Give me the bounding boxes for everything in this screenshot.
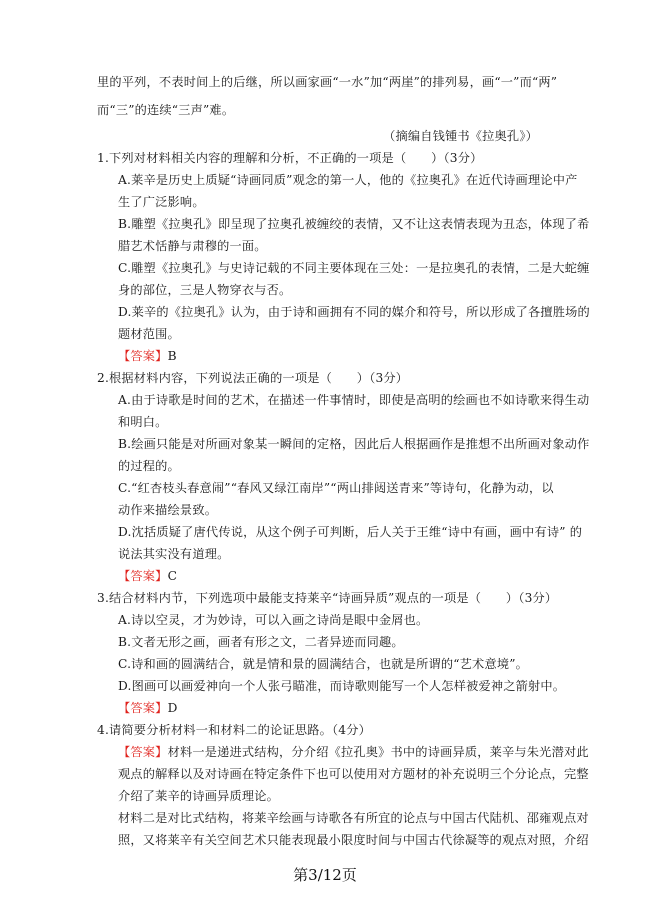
- q2-stem: 2.根据材料内容，下列说法正确的一项是（ ）（3分）: [97, 371, 409, 385]
- q4-answer-line1: [118, 744, 589, 760]
- answer-tag: 【答案】: [118, 569, 168, 583]
- q1-option-d-line1: D.莱辛的《拉奥孔》认为，由于诗和画拥有不同的媒介和符号，所以形成了各擅胜场的: [118, 305, 590, 319]
- q2-option-b-line2: 的过程的。: [118, 459, 180, 473]
- q4-answer-line5: 照，又将莱辛有关空间艺术只能表现最小限度时间与中国古代徐凝等的观点对照，介绍: [118, 833, 589, 847]
- q1-option-c-line1: C.雕塑《拉奥孔》与史诗记载的不同主要体现在三处：一是拉奥孔的表情，二是大蛇缠: [118, 261, 590, 275]
- q1-option-a-line2: 生了广泛影响。: [118, 195, 205, 209]
- q3-stem: 3.结合材料内节，下列选项中最能支持莱辛“诗画异质”观点的一项是（ ）（3分）: [97, 591, 558, 605]
- intro-line-1: 里的平列，不表时间上的后继，所以画家画“一水”加“两崖”的排列易，画“一”而“两”: [97, 75, 558, 89]
- q1-option-a-line1: A.莱辛是历史上质疑“诗画同质”观念的第一人，他的《拉奥孔》在近代诗画理论中产: [118, 173, 578, 187]
- q4-answer-line2: 观点的解释以及对诗画在特定条件下也可以使用对方题材的补充说明三个分论点，完整: [118, 767, 589, 781]
- q1-option-d-line2: 题材范围。: [118, 327, 180, 341]
- q2-option-b-line1: B.绘画只能是对所画对象某一瞬间的定格，因此后人根据画作是推想不出所画对象动作: [118, 437, 590, 451]
- q4-stem: 4.请简要分析材料一和材料二的论证思路。（4分）: [97, 723, 372, 737]
- q2-option-a-line2: 和明白。: [118, 415, 168, 429]
- q2-option-d-line2: 说法其实没有道理。: [118, 547, 230, 561]
- q2-option-a-line1: A.由于诗歌是时间的艺术，在描述一件事情时，即使是高明的绘画也不如诗歌来得生动: [118, 393, 590, 407]
- answer-tag: 【答案】: [118, 349, 168, 363]
- q3-option-a: A.诗以空灵，才为妙诗，可以入画之诗尚是眼中金屑也。: [118, 613, 429, 627]
- q3-option-b: B.文者无形之画，画者有形之文，二者异迹而同趣。: [118, 635, 404, 649]
- q1-option-b-line2: 腊艺术恬静与肃穆的一面。: [118, 239, 267, 253]
- q4-answer-line3: 介绍了莱辛的诗画异质理论。: [118, 789, 280, 803]
- q4-answer-text-1: 材料一是递进式结构，分介绍《拉孔奥》书中的诗画异质，莱辛与朱光潜对此: [167, 745, 589, 759]
- q2-option-c-line1: C.“红杏枝头春意闹”“春风又绿江南岸”“两山排闼送青来”等诗句，化静为动，以: [118, 481, 554, 495]
- q1-option-c-line2: 身的部位，三是人物穿衣与否。: [118, 283, 292, 297]
- source-citation: （摘编自钱锺书《拉奥孔》）: [383, 129, 538, 143]
- answer-tag: 【答案】: [118, 745, 168, 759]
- q1-option-b-line1: B.雕塑《拉奥孔》即呈现了拉奥孔被缠绞的表情，又不让这表情表现为丑态，体现了希: [118, 217, 590, 231]
- q1-answer: [118, 348, 177, 364]
- answer-tag: 【答案】: [118, 701, 168, 715]
- q1-answer-value: B: [167, 349, 177, 363]
- q2-option-d-line1: D.沈括质疑了唐代传说，从这个例子可判断，后人关于王维“诗中有画，画中有诗” 的: [118, 525, 583, 539]
- q2-answer: [118, 568, 177, 584]
- q1-stem: 1.下列对材料相关内容的理解和分析，不正确的一项是（ ）（3分）: [97, 151, 483, 165]
- q4-answer-line4: 材料二是对比式结构，将莱辛绘画与诗歌各有所宜的论点与中国古代陆机、邵雍观点对: [118, 811, 589, 825]
- q3-option-c: C.诗和画的圆满结合，就是情和景的圆满结合，也就是所谓的“艺术意境”。: [118, 657, 529, 671]
- q3-option-d: D.图画可以画爱神向一个人张弓瞄准，而诗歌则能写一个人怎样被爱神之箭射中。: [118, 679, 566, 693]
- page-number: 第3/12页: [293, 866, 357, 884]
- q2-answer-value: C: [167, 569, 178, 583]
- intro-line-2: 而“三”的连续“三声”难。: [97, 103, 235, 117]
- q3-answer: [118, 700, 178, 716]
- q2-option-c-line2: 动作来描绘景致。: [118, 503, 218, 517]
- q3-answer-value: D: [167, 701, 178, 715]
